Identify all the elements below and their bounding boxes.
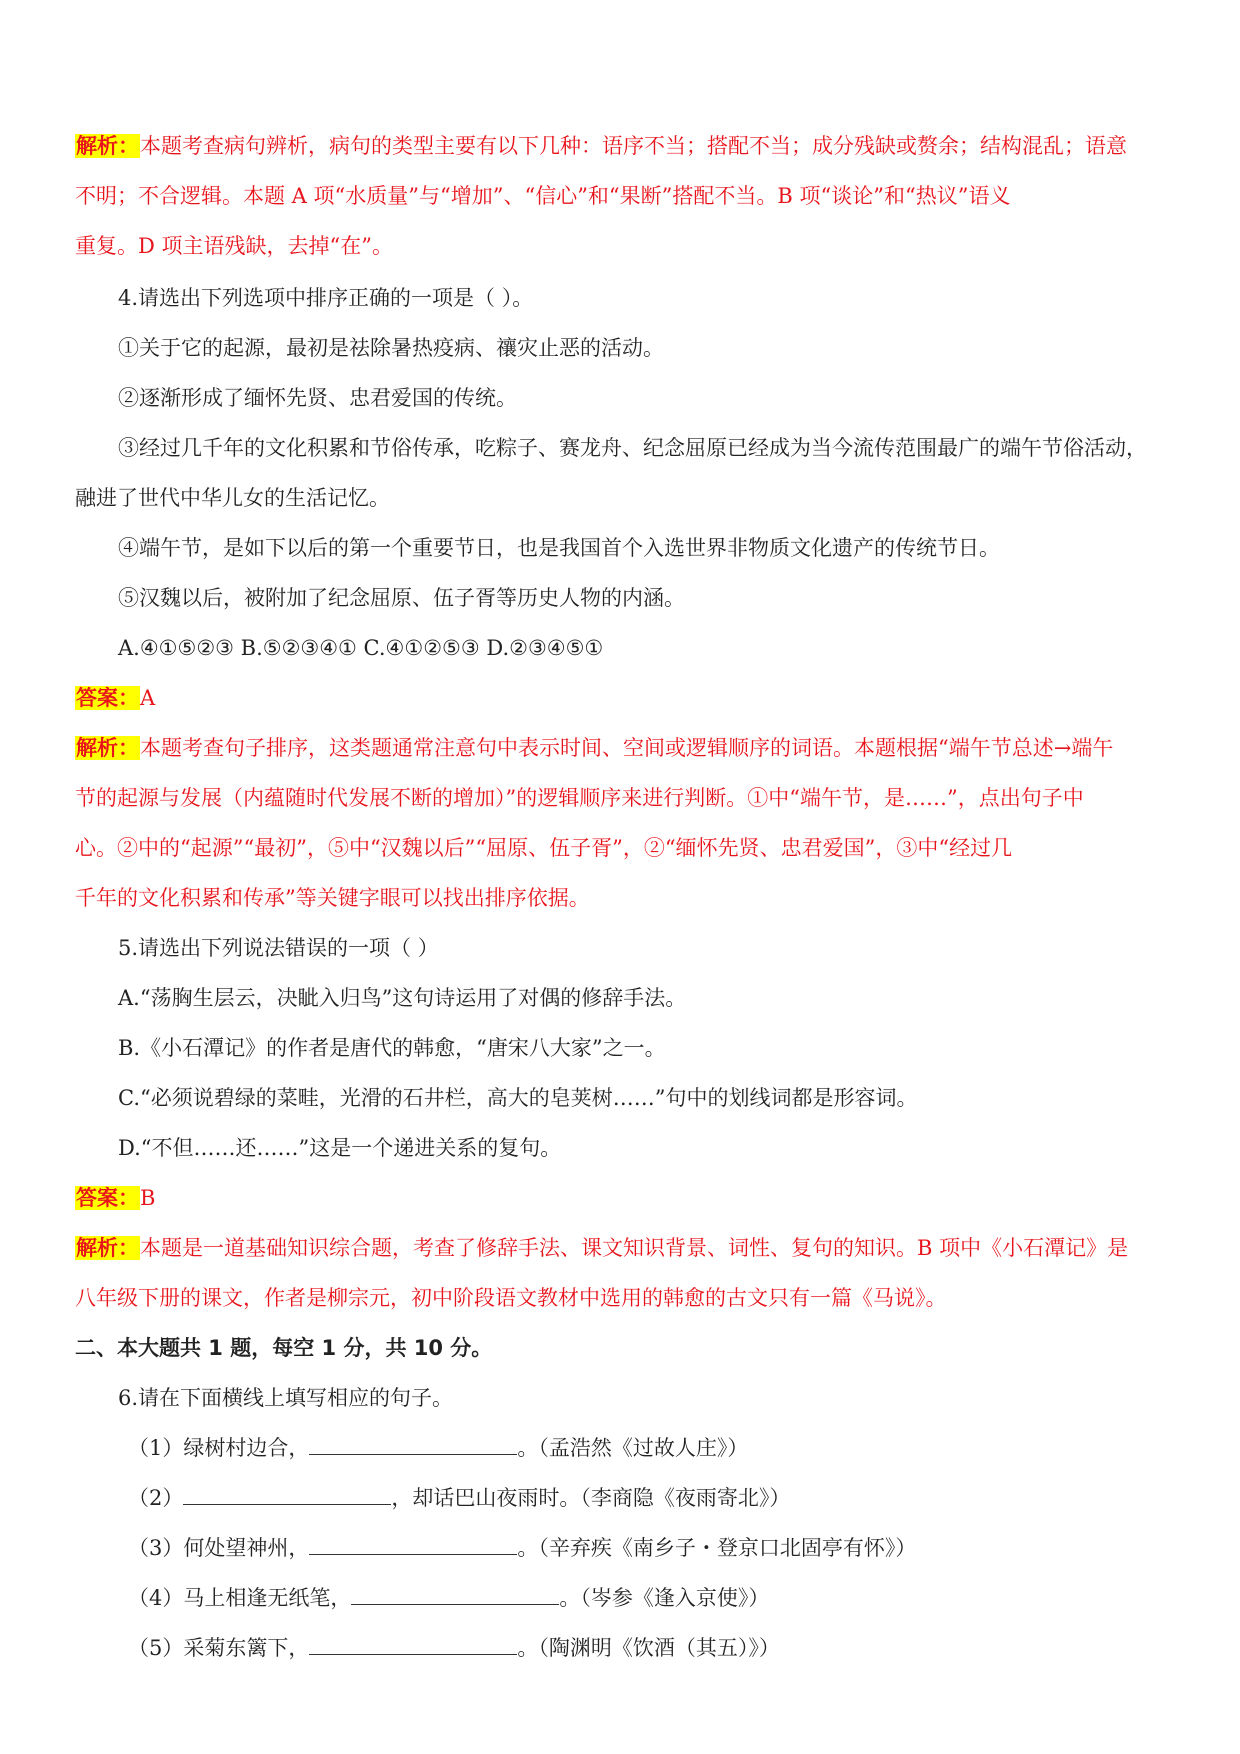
q5-option-a: A.“荡胸生层云，决眦入归鸟”这句诗运用了对偶的修辞手法。: [118, 986, 687, 1010]
q4-analysis-line-1: 解析：本题考查句子排序，这类题通常注意句中表示时间、空间或逻辑顺序的词语。本题根据“端午节总述→端午: [76, 736, 1114, 760]
q4-item-5: ⑤汉魏以后，被附加了纪念屈原、伍子胥等历史人物的内涵。: [118, 586, 685, 610]
q3-analysis-line-2: 不明；不合逻辑。本题 A 项“水质量”与“增加”、“信心”和“果断”搭配不当。B 项“谈论”和“热议”语义: [75, 184, 1011, 208]
fill-blank-3[interactable]: [309, 1534, 517, 1555]
fill-blank-2[interactable]: [183, 1484, 391, 1505]
analysis-label: 解析：: [76, 736, 139, 760]
answer-label: 答案：: [76, 1186, 139, 1210]
q4-answer: 答案：A: [76, 686, 156, 710]
q4-analysis-line-4: 千年的文化积累和传承”等关键字眼可以找出排序依据。: [75, 886, 590, 910]
q4-item-3-cont: 融进了世代中华儿女的生活记忆。: [75, 486, 390, 510]
q3-analysis-line-1: 解析：本题考查病句辨析，病句的类型主要有以下几种：语序不当；搭配不当；成分残缺或赘余；结构混乱；语意: [76, 134, 1127, 158]
answer-label: 答案：: [76, 686, 139, 710]
q6-item-3: （3）何处望神州， 。（辛弃疾《南乡子・登京口北固亭有怀》）: [128, 1536, 917, 1560]
q5-option-b: B.《小石潭记》的作者是唐代的韩愈，“唐宋八大家”之一。: [118, 1036, 666, 1060]
q4-question: 4.请选出下列选项中排序正确的一项是（ ）。: [118, 286, 534, 310]
q3-analysis-line-3: 重复。D 项主语残缺，去掉“在”。: [75, 234, 393, 258]
q6-item-1: （1）绿树村边合， 。（孟浩然《过故人庄》）: [128, 1436, 749, 1460]
analysis-label: 解析：: [76, 1236, 139, 1260]
analysis-label: 解析：: [76, 134, 139, 158]
q5-answer: 答案：B: [76, 1186, 156, 1210]
q4-analysis-line-3: 心。②中的“起源”“最初”，⑤中“汉魏以后”“屈原、伍子胥”，②“缅怀先贤、忠君爱国”，③中“经过几: [75, 836, 1013, 860]
q4-item-1: ①关于它的起源，最初是祛除暑热疫病、禳灾止恶的活动。: [118, 336, 664, 360]
section-2-heading: 二、本大题共 1 题，每空 1 分，共 10 分。: [75, 1336, 493, 1360]
q5-analysis-line-2: 八年级下册的课文，作者是柳宗元，初中阶段语文教材中选用的韩愈的古文只有一篇《马说》。: [75, 1286, 947, 1310]
q6-item-4: （4）马上相逢无纸笔， 。（岑参《逢入京使》）: [128, 1586, 770, 1610]
q4-analysis-line-2: 节的起源与发展（内蕴随时代发展不断的增加）”的逻辑顺序来进行判断。①中“端午节，是……”，点出句子中: [75, 786, 1084, 810]
q6-question: 6.请在下面横线上填写相应的句子。: [118, 1386, 454, 1410]
q5-option-c: C.“必须说碧绿的菜畦，光滑的石井栏，高大的皂荚树……”句中的划线词都是形容词。: [118, 1086, 918, 1110]
fill-blank-1[interactable]: [309, 1434, 517, 1455]
q5-analysis-line-1: 解析：本题是一道基础知识综合题，考查了修辞手法、课文知识背景、词性、复句的知识。B 项中《小石潭记》是: [76, 1236, 1129, 1260]
q5-question: 5.请选出下列说法错误的一项（ ）: [118, 936, 439, 960]
q4-item-4: ④端午节，是如下以后的第一个重要节日，也是我国首个入选世界非物质文化遗产的传统节日。: [118, 536, 1000, 560]
q4-options: A.④①⑤②③ B.⑤②③④① C.④①②⑤③ D.②③④⑤①: [118, 636, 604, 660]
q6-item-2: （2） ，却话巴山夜雨时。（李商隐《夜雨寄北》）: [128, 1486, 791, 1510]
q4-item-3: ③经过几千年的文化积累和节俗传承，吃粽子、赛龙舟、纪念屈原已经成为当今流传范围最广的端午节俗活动，: [118, 436, 1147, 460]
q6-item-5: （5）采菊东篱下， 。（陶渊明《饮酒（其五）》）: [128, 1636, 780, 1660]
fill-blank-4[interactable]: [351, 1584, 559, 1605]
q5-option-d: D.“不但……还……”这是一个递进关系的复句。: [118, 1136, 562, 1160]
fill-blank-5[interactable]: [309, 1634, 517, 1655]
q4-item-2: ②逐渐形成了缅怀先贤、忠君爱国的传统。: [118, 386, 517, 410]
